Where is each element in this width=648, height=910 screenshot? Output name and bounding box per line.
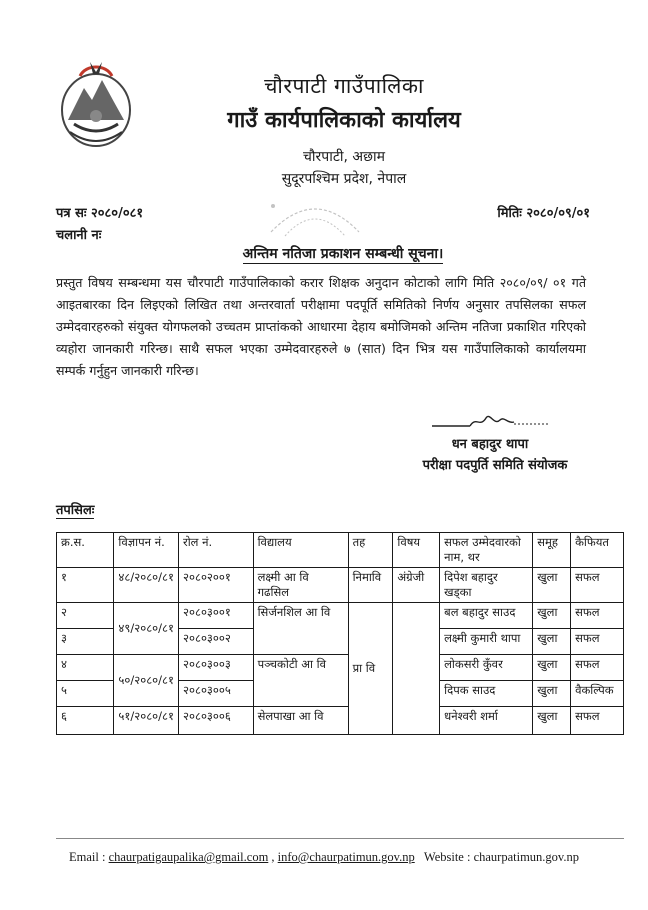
cell-advert: ५१/२०८०/८१ — [114, 707, 179, 735]
cell-roll: २०८०३००६ — [179, 707, 254, 735]
header-remarks: कैफियत — [571, 533, 624, 568]
cell-group: खुला — [533, 568, 571, 603]
cell-candidate: दिपक साउद — [440, 681, 533, 707]
notice-body: प्रस्तुत विषय सम्बन्धमा यस चौरपाटी गाउँपालिकाको करार शिक्षक अनुदान कोटाको लागि मिति २०८०/०९/ ०१ गते आइतबारका दिन लिइएको लिखित तथा अन्तरवार्ता परीक्षामा पदपूर्ति समितिको निर्णय अनुसार तपसिलका सफल उम्मेदवारहरुको संयुक्त योगफलको उच्चतम प्राप्तांकको आधारमा देहाय बमोजिमको अन्तिम नतिजा प्रकाशित गरिएको व्यहोरा जानकारी गरिन्छ। साथै सफल भएका उम्मेदवारहरुले ७ (सात) दिन भित्र यस गाउँपालिकाको कार्यालयमा सम्पर्क गर्नुहुन जानकारी गरिन्छ। — [56, 275, 586, 378]
cell-sn: ५ — [57, 681, 114, 707]
table-row — [57, 655, 624, 681]
table-row — [57, 707, 624, 735]
signature-icon — [430, 410, 550, 432]
cell-remarks: सफल — [571, 568, 624, 603]
footer-email-link-1[interactable]: chaurpatigaupalika@gmail.com — [108, 850, 269, 864]
cell-roll: २०८०३००३ — [179, 655, 254, 681]
cell-school: पञ्चकोटी आ वि — [253, 655, 348, 707]
reference-block — [56, 203, 143, 247]
cell-school: सेलपाखा आ वि — [253, 707, 348, 735]
cell-group: खुला — [533, 629, 571, 655]
cell-sn: १ — [57, 568, 114, 603]
address-line-1: चौरपाटी, अछाम — [303, 149, 385, 165]
cell-roll: २०८०३००१ — [179, 603, 254, 629]
footer — [0, 850, 648, 865]
cell-sn: ३ — [57, 629, 114, 655]
cell-subject — [393, 603, 440, 735]
header-advert: विज्ञापन नं. — [114, 533, 179, 568]
cell-group: खुला — [533, 603, 571, 629]
cell-remarks: वैकल्पिक — [571, 681, 624, 707]
cell-candidate: लोकसरी कुँवर — [440, 655, 533, 681]
cell-roll: २०८०२००१ — [179, 568, 254, 603]
header-candidate: सफल उम्मेदवारको नाम, थर — [440, 533, 533, 568]
footer-website[interactable]: chaurpatimun.gov.np — [473, 850, 579, 864]
notice-title — [0, 244, 648, 263]
table-row — [57, 603, 624, 629]
cell-level: निमावि — [348, 568, 393, 603]
cell-remarks: सफल — [571, 655, 624, 681]
cell-advert: ४८/२०८०/८१ — [114, 568, 179, 603]
header-school: विद्यालय — [253, 533, 348, 568]
cell-advert: ५०/२०८०/८१ — [114, 655, 179, 707]
header-subject: विषय — [393, 533, 440, 568]
header-level: तह — [348, 533, 393, 568]
cell-sn: २ — [57, 603, 114, 629]
office-stamp-icon — [265, 192, 365, 244]
letter-date: मितिः २०८०/०९/०१ — [497, 206, 590, 221]
cell-remarks: सफल — [571, 707, 624, 735]
footer-separator: , — [271, 850, 275, 864]
results-table — [56, 532, 624, 735]
office-title: गाउँ कार्यपालिकाको कार्यालय — [227, 108, 461, 133]
cell-advert: ४९/२०८०/८१ — [114, 603, 179, 655]
table-header-row — [57, 533, 624, 568]
cell-sn: ६ — [57, 707, 114, 735]
cell-candidate: लक्ष्मी कुमारी थापा — [440, 629, 533, 655]
notice-title-text: अन्तिम नतिजा प्रकाशन सम्बन्धी सूचना। — [242, 246, 444, 262]
cell-remarks: सफल — [571, 629, 624, 655]
cell-school: लक्ष्मी आ वि गढसिल — [253, 568, 348, 603]
office-address — [0, 146, 648, 190]
cell-candidate: दिपेश बहादुर खड्का — [440, 568, 533, 603]
header-group: समूह — [533, 533, 571, 568]
cell-group: खुला — [533, 707, 571, 735]
details-label: तपसिलः — [56, 500, 94, 519]
header-roll: रोल नं. — [179, 533, 254, 568]
cell-subject: अंग्रेजी — [393, 568, 440, 603]
cell-sn: ४ — [57, 655, 114, 681]
address-line-2: सुदूरपश्चिम प्रदेश, नेपाल — [281, 171, 407, 187]
signatory-name: धन बहादुर थापा — [451, 437, 529, 452]
signatory-title: परीक्षा पदपुर्ति समिति संयोजक — [422, 458, 568, 473]
footer-website-label: Website : — [423, 850, 471, 864]
header-sn: क्र.स. — [57, 533, 114, 568]
cell-level: प्रा वि — [348, 603, 393, 735]
cell-group: खुला — [533, 655, 571, 681]
footer-email-label: Email : — [69, 850, 106, 864]
letter-number: पत्र सः २०८०/०८१ — [56, 206, 144, 221]
cell-remarks: सफल — [571, 603, 624, 629]
cell-school: सिर्जनशिल आ वि — [253, 603, 348, 655]
office-name: चौरपाटी गाउँपालिका — [264, 74, 424, 98]
cell-roll: २०८०३००५ — [179, 681, 254, 707]
cell-group: खुला — [533, 681, 571, 707]
table-row — [57, 568, 624, 603]
dispatch-number: चलानी नः — [56, 228, 102, 243]
cell-roll: २०८०३००२ — [179, 629, 254, 655]
cell-candidate: बल बहादुर साउद — [440, 603, 533, 629]
footer-divider — [56, 838, 624, 839]
cell-candidate: धनेश्वरी शर्मा — [440, 707, 533, 735]
footer-email-link-2[interactable]: info@chaurpatimun.gov.np — [277, 850, 415, 864]
